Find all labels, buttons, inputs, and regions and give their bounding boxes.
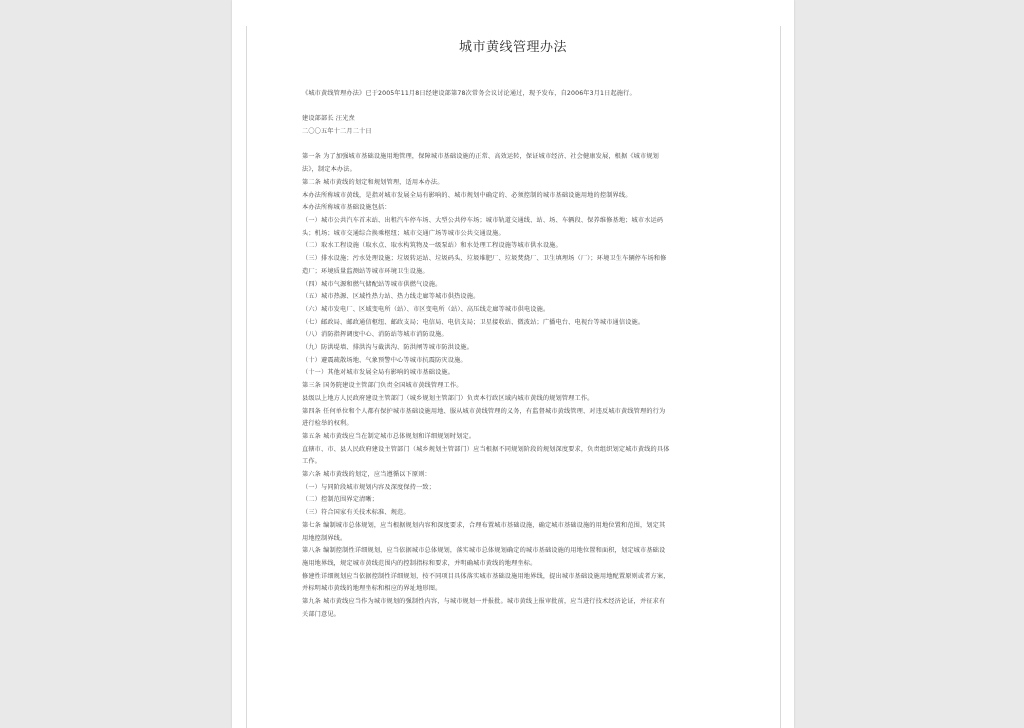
document-line: （一）与同阶段城市规划内容及深度保持一致； — [302, 483, 436, 491]
document-title: 城市黄线管理办法 — [458, 40, 567, 55]
document-line: 并标明城市黄线的地理坐标和相应的界址地形图。 — [302, 585, 442, 593]
document-line: （八）消防指挥调度中心、消防站等城市消防设施。 — [302, 331, 448, 339]
document-line: （十）避震疏散场地、气象预警中心等城市抗震防灾设施。 — [302, 356, 467, 364]
document-line: （七）邮政局、邮政通信枢纽、邮政支局；电信局、电信支局；卫星接收站、微波站；广播电台、电视台等城市通信设施。 — [302, 318, 645, 326]
document-line: 直辖市、市、县人民政府建设主管部门（城乡规划主管部门）应当根据不同规划阶段的规划深度要求，负责组织划定城市黄线的具体 — [302, 445, 670, 453]
paragraph-spacer — [302, 101, 738, 114]
document-line: （十一）其他对城市发展全局有影响的城市基础设施。 — [302, 369, 455, 377]
document-line: 县级以上地方人民政府建设主管部门（城乡规划主管部门）负责本行政区域内城市黄线的规划管理工作。 — [302, 394, 594, 402]
document-line: 本办法所称城市黄线，是指对城市发展全局有影响的、城市规划中确定的、必须控制的城市基础设施用地的控制界线。 — [302, 191, 632, 199]
document-line: 造厂；环境质量监测站等城市环境卫生设施。 — [302, 267, 429, 275]
document-line: （六）城市发电厂、区域变电所（站）、市区变电所（站）、高压线走廊等城市供电设施。 — [302, 305, 550, 313]
document-line: 第六条 城市黄线的划定，应当遵循以下原则： — [302, 471, 431, 479]
document-line: 法》，制定本办法。 — [302, 166, 356, 174]
document-line: 进行检举的权利。 — [302, 420, 353, 428]
document-line: 第五条 城市黄线应当在制定城市总体规划和详细规划时划定。 — [302, 432, 476, 440]
document-line: 头；机场；城市交通综合换乘枢纽；城市交通广场等城市公共交通设施。 — [302, 229, 505, 237]
page-margin-rule-right — [780, 26, 781, 728]
document-line: 第九条 城市黄线应当作为城市规划的强制性内容，与城市规划一并报批。城市黄线上报审批前，应当进行技术经济论证，并征求有 — [302, 598, 666, 606]
document-line: 第一条 为了加强城市基础设施用地管理，保障城市基础设施的正常、高效运转，保证城市经济、社会健康发展，根据《城市规划 — [302, 153, 660, 161]
document-line: 二〇〇五年十二月二十日 — [302, 128, 372, 136]
document-line: 工作。 — [302, 458, 322, 466]
document-line: 修建性详细规划应当依据控制性详细规划，按不同项目具体落实城市基础设施用地界线，提出城市基础设施用地配置原则或者方案， — [302, 572, 670, 580]
document-line: （五）城市热源、区域性热力站、热力线走廊等城市供热设施。 — [302, 293, 480, 301]
paragraph-spacer — [302, 139, 738, 152]
document-line: 第二条 城市黄线的划定和规划管理，适用本办法。 — [302, 178, 444, 186]
document-line: 第四条 任何单位和个人都有保护城市基础设施用地、服从城市黄线管理的义务，有监督城市黄线管理、对违反城市黄线管理的行为 — [302, 407, 666, 415]
document-line: （二）控制范围界定清晰； — [302, 496, 379, 504]
document-line: 用地控制界线。 — [302, 534, 347, 542]
document-line: （三）符合国家有关技术标准、规范。 — [302, 509, 410, 517]
document-line: （四）城市气源和燃气储配站等城市供燃气设施。 — [302, 280, 442, 288]
document-line: 建设部部长 汪光焘 — [302, 115, 355, 123]
document-line: 第八条 编制控制性详细规划，应当依据城市总体规划，落实城市总体规划确定的城市基础设施的用地位置和面积，划定城市基础设 — [302, 547, 666, 555]
document-line: 施用地界线，规定城市黄线范围内的控制指标和要求，并明确城市黄线的地理坐标。 — [302, 559, 537, 567]
document-line: 关部门意见。 — [302, 610, 341, 618]
document-line: 《城市黄线管理办法》已于2005年11月8日经建设部第78次常务会议讨论通过，现予发布，自2006年3月1日起施行。 — [302, 90, 636, 97]
document-line: （一）城市公共汽车首末站、出租汽车停车场、大型公共停车场；城市轨道交通线、站、场、车辆段、保养维修基地；城市水运码 — [302, 217, 664, 224]
document-line: 本办法所称城市基础设施包括： — [302, 204, 391, 212]
document-line: 第七条 编制城市总体规划，应当根据规划内容和深度要求，合理布置城市基础设施，确定城市基础设施的用地位置和范围，划定其 — [302, 521, 666, 529]
document-page — [232, 0, 794, 728]
document-body — [302, 88, 738, 622]
document-line: 第三条 国务院建设主管部门负责全国城市黄线管理工作。 — [302, 382, 463, 390]
page-margin-rule-left — [246, 26, 247, 728]
document-line: （三）排水设施；污水处理设施；垃圾转运站、垃圾码头、垃圾堆肥厂、垃圾焚烧厂、卫生填埋场（厂）；环境卫生车辆停车场和修 — [302, 255, 667, 263]
document-line: （二）取水工程设施（取水点、取水构筑物及一级泵站）和水处理工程设施等城市供水设施。 — [302, 242, 562, 250]
document-line: （九）防洪堤墙、排洪沟与截洪沟、防洪闸等城市防洪设施。 — [302, 344, 474, 352]
